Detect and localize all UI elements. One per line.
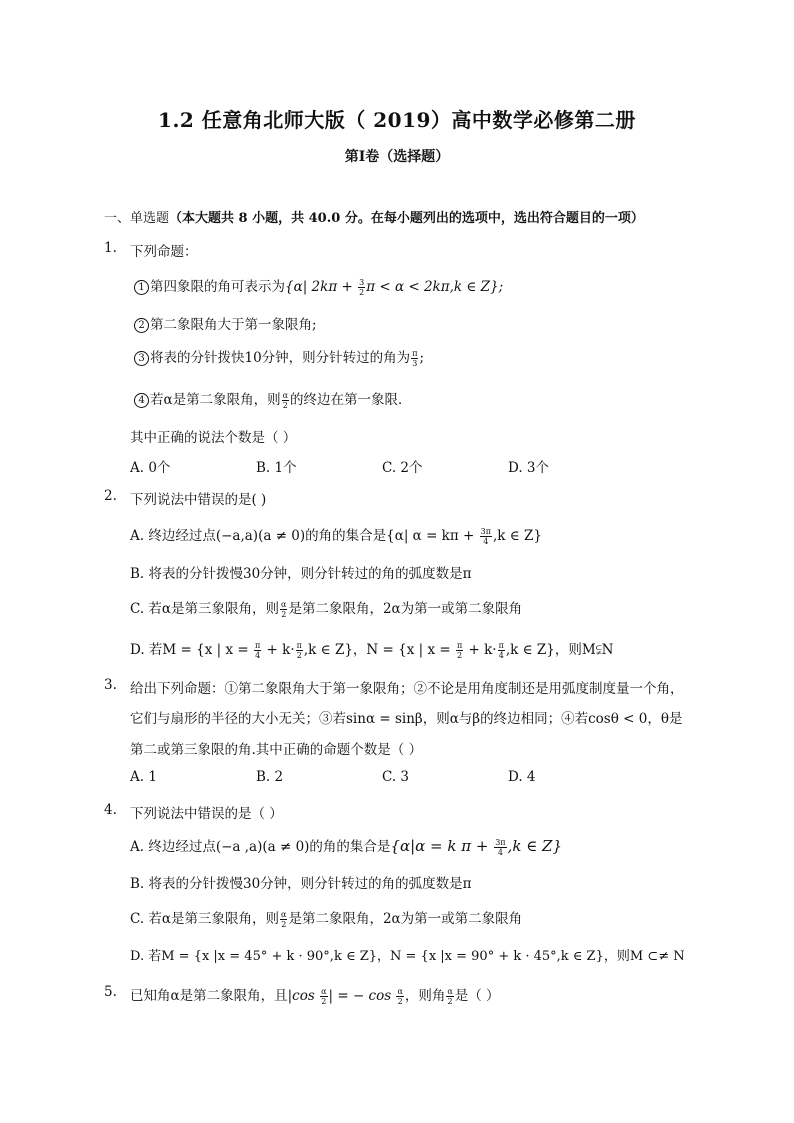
question-3-option-c[interactable]: C. 3 — [382, 769, 410, 785]
fraction — [280, 910, 287, 929]
fraction-denominator: 3 — [412, 359, 418, 368]
fraction — [456, 641, 463, 660]
question-1-prompt: 其中正确的说法个数是（ ） — [130, 430, 297, 446]
question-3-line-3: 第二或第三象限的角.其中正确的命题个数是（ ） — [130, 742, 423, 758]
option-text-tail: 是第二象限角，2α为第一或第二象限角 — [288, 911, 523, 927]
question-2-number: 2. — [104, 488, 117, 504]
item-text: 将表的分针拨快10分钟，则分针转过的角为 — [150, 350, 411, 366]
fraction-numerator: α — [281, 600, 287, 609]
question-3-option-a[interactable]: A. 1 — [130, 769, 157, 785]
fraction-denominator: 2 — [447, 997, 453, 1006]
page-subtitle: 第Ⅰ卷（选择题） — [344, 149, 450, 165]
fraction — [480, 527, 492, 546]
stem-text: 已知角α是第二象限角，且 — [130, 988, 288, 1004]
question-2-option-b[interactable]: B. 将表的分针拨慢30分钟，则分针转过的角的弧度数是π — [130, 566, 472, 582]
fraction — [494, 838, 506, 857]
fraction — [280, 600, 287, 619]
fraction-denominator: 2 — [457, 651, 463, 660]
set-open: {α|α = k π + — [390, 837, 494, 855]
question-2-option-a[interactable] — [130, 524, 542, 546]
question-5-number: 5. — [104, 984, 117, 1000]
option-text: C. 若α是第三象限角，则 — [130, 601, 280, 617]
question-4-option-d[interactable]: D. 若M = {x |x = 45° + k · 90°,k ∈ Z}，N = {x |x = 90° + k · 45°,k ∈ Z}，则M ⊂≠ N — [130, 949, 685, 964]
fraction-denominator: 2 — [281, 610, 287, 619]
item-text: 第二象限角大于第一象限角; — [150, 317, 317, 333]
fraction — [296, 641, 303, 660]
option-text-tail: ,k ∈ Z}，则M⫋N — [505, 642, 614, 658]
item-math: {α| 2kπ + — [285, 279, 358, 295]
stem-text-mid: ，则角 — [404, 988, 446, 1004]
fraction-numerator: π — [254, 641, 261, 650]
question-1-item-2 — [134, 313, 317, 333]
question-2-option-c[interactable] — [130, 597, 522, 619]
option-text: D. 若M = {x | x = — [130, 642, 253, 658]
question-4-option-c[interactable] — [130, 907, 522, 929]
question-1-option-c[interactable]: C. 2个 — [382, 460, 423, 476]
question-3-option-b[interactable]: B. 2 — [256, 769, 284, 785]
fraction-numerator: π — [498, 641, 504, 650]
option-text-tail: 是第二象限角，2α为第一或第二象限角 — [288, 601, 523, 617]
fraction-numerator: 3π — [480, 527, 491, 536]
item-math-tail: π < α < 2kπ,k ∈ Z}; — [366, 279, 504, 295]
fraction-numerator: π — [412, 349, 418, 358]
fraction-denominator: 4 — [498, 651, 504, 660]
question-4-option-b[interactable]: B. 将表的分针拨慢30分钟，则分针转过的角的弧度数是π — [130, 876, 472, 892]
fraction-denominator: 2 — [321, 997, 327, 1006]
fraction-denominator: 4 — [255, 651, 261, 660]
fraction — [358, 278, 365, 297]
question-1-number: 1. — [104, 240, 117, 256]
question-1-item-3 — [134, 346, 424, 368]
fraction-denominator: 2 — [397, 997, 403, 1006]
set-close: ,k ∈ Z} — [507, 837, 563, 855]
question-1-option-a[interactable]: A. 0个 — [130, 460, 171, 476]
option-text-mid: + k· — [464, 642, 497, 658]
fraction-numerator: π — [296, 641, 302, 650]
question-2-option-d[interactable] — [130, 638, 613, 660]
fraction-numerator: α — [282, 391, 289, 400]
section-title: 一、单选题 — [104, 211, 170, 226]
fraction-denominator: 4 — [497, 848, 503, 857]
fraction-numerator: α — [447, 987, 453, 996]
question-1-item-1 — [134, 275, 503, 297]
page-title: 1.2 任意角北师大版（ 2019）高中数学必修第二册 — [158, 108, 636, 132]
fraction-numerator: α — [281, 910, 287, 919]
question-4-number: 4. — [104, 802, 117, 818]
option-text-tail: ,k ∈ Z} — [493, 528, 543, 544]
option-text: A. 终边经过点(−a ,a)(a ≠ 0)的角的集合是 — [130, 839, 391, 855]
fraction — [446, 987, 453, 1006]
question-1-option-b[interactable]: B. 1个 — [256, 460, 297, 476]
abs-close: | = − cos — [328, 988, 396, 1004]
circled-number: 3 — [134, 351, 149, 366]
fraction — [254, 641, 261, 660]
item-text: 若α是第二象限角，则 — [150, 392, 281, 408]
question-4-stem: 下列说法中错误的是（ ） — [130, 806, 283, 822]
fraction — [498, 641, 505, 660]
fraction-numerator: α — [321, 987, 327, 996]
option-text-mid: ,k ∈ Z}，N = {x | x = — [303, 642, 455, 658]
fraction-denominator: 4 — [483, 537, 489, 546]
circled-number: 4 — [134, 393, 149, 408]
section-header — [104, 207, 644, 226]
question-2-stem: 下列说法中错误的是( ) — [130, 492, 267, 508]
fraction-denominator: 2 — [282, 401, 288, 410]
item-text-tail: 的终边在第一象限． — [290, 392, 412, 408]
question-3-line-1: 给出下列命题：①第二象限角大于第一象限角；②不论是用角度制还是用弧度制度量一个角， — [130, 681, 684, 697]
option-text: C. 若α是第三象限角，则 — [130, 911, 280, 927]
fraction-numerator: α — [397, 987, 403, 996]
fraction-denominator: 2 — [281, 920, 287, 929]
question-3-option-d[interactable]: D. 4 — [508, 769, 536, 785]
fraction — [411, 349, 418, 368]
stem-text-tail: 是（ ） — [454, 988, 500, 1004]
fraction-denominator: 2 — [296, 651, 302, 660]
fraction-numerator: π — [456, 641, 463, 650]
item-text-tail: ; — [419, 350, 425, 366]
question-3-number: 3. — [104, 677, 117, 693]
question-1-option-d[interactable]: D. 3个 — [508, 460, 550, 476]
fraction-numerator: 3π — [495, 838, 506, 847]
circled-number: 2 — [134, 318, 149, 333]
question-4-option-a[interactable] — [130, 835, 562, 857]
question-1-item-4 — [134, 388, 412, 410]
fraction — [282, 391, 289, 410]
question-3-line-2: 它们与扇形的半径的大小无关；③若sinα = sinβ，则α与β的终边相同；④若cosθ < 0，θ是 — [130, 711, 683, 727]
fraction-denominator: 2 — [359, 288, 365, 297]
option-text: A. 终边经过点(−a,a)(a ≠ 0)的角的集合是{α| α = kπ + — [130, 528, 479, 544]
abs-open: |cos — [287, 988, 320, 1004]
option-text-mid: + k· — [262, 642, 295, 658]
question-1-stem: 下列命题： — [130, 244, 198, 260]
fraction — [396, 987, 403, 1006]
section-description: （本大题共 8 小题，共 40.0 分。在每小题列出的选项中，选出符合题目的一项） — [169, 211, 644, 226]
fraction-numerator: 3 — [359, 278, 365, 287]
item-text: 第四象限的角可表示为 — [150, 279, 285, 295]
circled-number: 1 — [134, 280, 149, 295]
fraction — [320, 987, 327, 1006]
question-5-stem — [130, 984, 500, 1006]
